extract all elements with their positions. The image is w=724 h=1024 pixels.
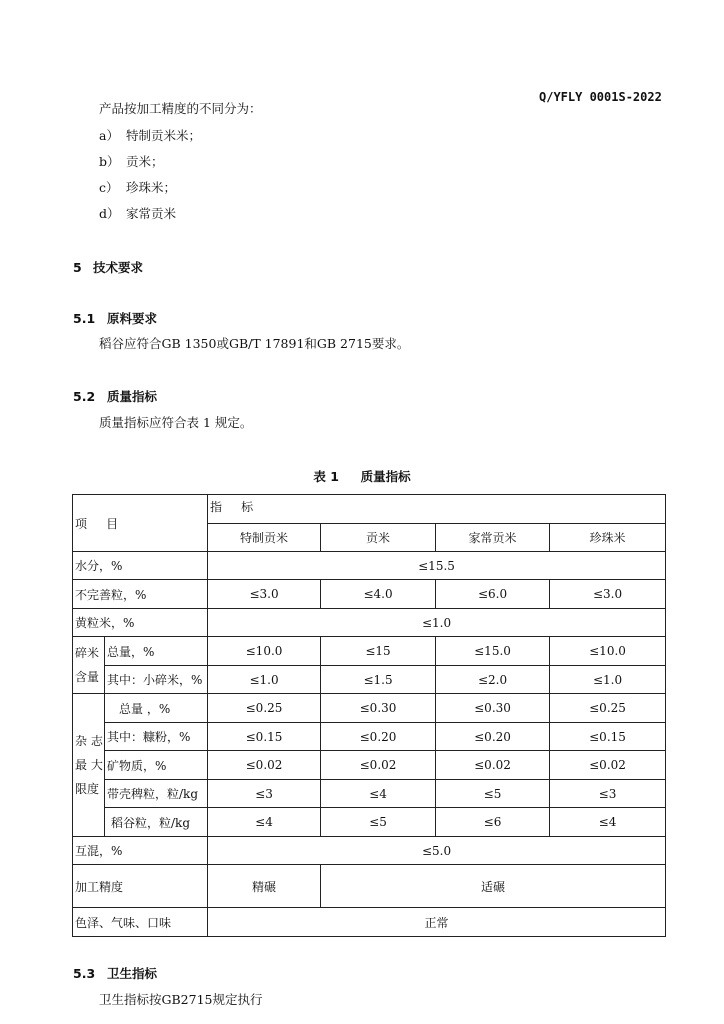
cell-value: ≤5.0 [208, 837, 666, 865]
cell-value: ≤3 [208, 780, 321, 808]
group-label-line: 碎米 [75, 646, 100, 660]
list-marker: b） [99, 154, 120, 169]
section-5-1-text: 稻谷应符合GB 1350或GB/T 17891和GB 2715要求。 [99, 336, 410, 351]
cell-value: 正常 [208, 908, 666, 937]
table-row [73, 908, 666, 937]
cell-value: ≤15.5 [208, 552, 666, 580]
cell-value: ≤15 [321, 637, 436, 666]
cell-value: ≤5 [436, 780, 550, 808]
column-header: 珍珠米 [550, 524, 666, 552]
list-text: 家常贡米 [126, 206, 177, 221]
cell-value: ≤0.02 [208, 751, 321, 780]
column-header: 特制贡米 [208, 524, 321, 552]
section-heading-5-1 [73, 309, 157, 327]
quality-table [72, 494, 666, 937]
section-heading-5-3 [73, 964, 157, 982]
cell-value: ≤6.0 [436, 580, 550, 609]
cell-value: ≤4 [550, 808, 666, 837]
section-5-2-text: 质量指标应符合表 1 规定。 [99, 415, 253, 430]
row-label: 稻谷粒，粒/kg [105, 808, 208, 837]
table-row [73, 723, 666, 751]
cell-value: ≤0.20 [436, 723, 550, 751]
table-row [73, 865, 666, 908]
section-number: 5.2 [73, 389, 96, 404]
grade-item [99, 126, 201, 144]
cell-value: ≤4.0 [321, 580, 436, 609]
table-row [73, 837, 666, 865]
cell-value: ≤0.02 [550, 751, 666, 780]
cell-value: ≤2.0 [436, 666, 550, 694]
cell-value: ≤0.15 [208, 723, 321, 751]
item-header: 项 目 [73, 495, 208, 552]
table-row [73, 694, 666, 723]
section-title: 卫生指标 [107, 966, 158, 981]
section-number: 5.1 [73, 311, 96, 326]
row-label: 其中：小碎米，% [105, 666, 208, 694]
section-title: 技术要求 [93, 260, 144, 275]
section-title: 原料要求 [107, 311, 158, 326]
table-row [73, 637, 666, 666]
list-marker: d） [99, 206, 120, 221]
cell-value: 适碾 [321, 865, 666, 908]
row-label: 不完善粒，% [73, 580, 208, 609]
cell-value: ≤5 [321, 808, 436, 837]
row-label: 水分，% [73, 552, 208, 580]
cell-value: ≤1.0 [550, 666, 666, 694]
cell-value: ≤3.0 [208, 580, 321, 609]
cell-value: 精碾 [208, 865, 321, 908]
grade-item [99, 204, 176, 222]
index-header: 指 标 [208, 495, 666, 524]
table-row [73, 580, 666, 609]
intro-text: 产品按加工精度的不同分为： [99, 101, 262, 116]
cell-value: ≤4 [208, 808, 321, 837]
grade-item [99, 178, 176, 196]
row-label: 矿物质，% [105, 751, 208, 780]
row-label: 色泽、气味、口味 [73, 908, 208, 937]
cell-value: ≤1.5 [321, 666, 436, 694]
table-row [73, 609, 666, 637]
row-label: 互混，% [73, 837, 208, 865]
section-number: 5 [73, 260, 82, 275]
group-label-line: 最 大 [75, 758, 103, 772]
column-header: 家常贡米 [436, 524, 550, 552]
table-row [73, 780, 666, 808]
cell-value: ≤0.25 [550, 694, 666, 723]
grade-item [99, 152, 164, 170]
row-label: 总量 ，% [105, 694, 208, 723]
cell-value: ≤0.30 [321, 694, 436, 723]
cell-value: ≤10.0 [550, 637, 666, 666]
list-text: 特制贡米米； [126, 128, 202, 143]
table-row [73, 751, 666, 780]
row-label: 加工精度 [73, 865, 208, 908]
cell-value: ≤4 [321, 780, 436, 808]
cell-value: ≤1.0 [208, 609, 666, 637]
group-label-impurity [73, 694, 105, 837]
section-heading-5-2 [73, 387, 157, 405]
cell-value: ≤3.0 [550, 580, 666, 609]
group-label-line: 限度 [75, 782, 100, 796]
list-marker: a） [99, 128, 119, 143]
cell-value: ≤0.30 [436, 694, 550, 723]
group-label-broken [73, 637, 105, 694]
table-row [73, 808, 666, 837]
cell-value: ≤0.20 [321, 723, 436, 751]
cell-value: ≤0.25 [208, 694, 321, 723]
section-5-3-text: 卫生指标按GB2715规定执行 [99, 992, 263, 1007]
cell-value: ≤0.02 [436, 751, 550, 780]
table-row [73, 552, 666, 580]
row-label: 黄粒米，% [73, 609, 208, 637]
row-label: 带壳稗粒，粒/kg [105, 780, 208, 808]
list-text: 贡米； [126, 154, 164, 169]
cell-value: ≤0.02 [321, 751, 436, 780]
cell-value: ≤3 [550, 780, 666, 808]
list-marker: c） [99, 180, 119, 195]
column-header: 贡米 [321, 524, 436, 552]
section-number: 5.3 [73, 966, 96, 981]
cell-value: ≤10.0 [208, 637, 321, 666]
list-text: 珍珠米； [126, 180, 177, 195]
cell-value: ≤6 [436, 808, 550, 837]
cell-value: ≤15.0 [436, 637, 550, 666]
cell-value: ≤0.15 [550, 723, 666, 751]
cell-value: ≤1.0 [208, 666, 321, 694]
group-label-line: 含量 [75, 670, 100, 684]
section-title: 质量指标 [107, 389, 158, 404]
table-row [73, 666, 666, 694]
document-code: Q/YFLY 0001S-2022 [539, 90, 662, 104]
table-caption: 表 1 质量指标 [313, 469, 411, 484]
group-label-line: 杂 志 [75, 734, 103, 748]
row-label: 总量，% [105, 637, 208, 666]
section-heading-5 [73, 258, 143, 276]
row-label: 其中：糠粉，% [105, 723, 208, 751]
